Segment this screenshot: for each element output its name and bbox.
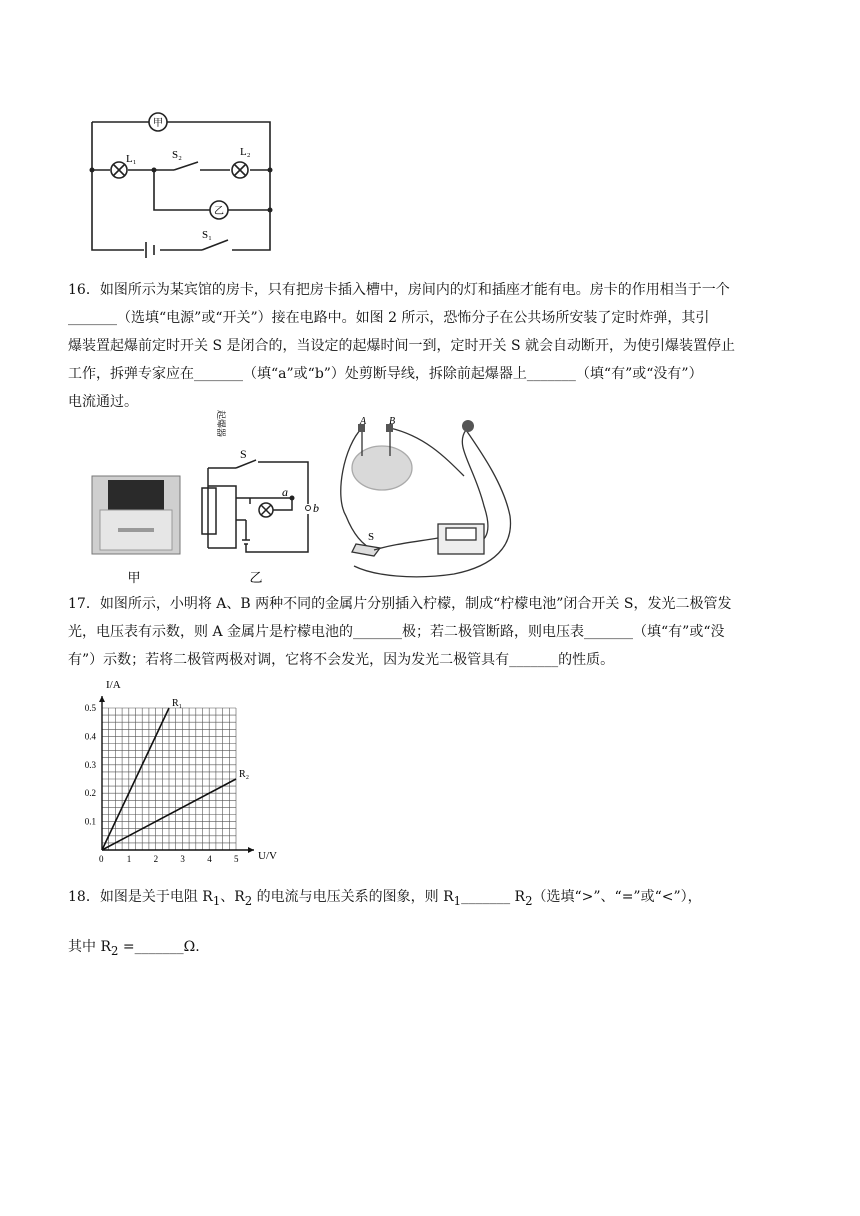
q18-text-e: （选填“>”、“=”或“<”）， <box>532 889 702 905</box>
series-label-2: R₂ <box>239 769 250 780</box>
room-card-photo <box>88 470 188 590</box>
q18-line-2 <box>68 930 792 968</box>
q18-sub-3: 1 <box>453 893 462 908</box>
lemon-switch-label: S <box>368 531 375 543</box>
q18-text-a: 18．如图是关于电阻 R <box>68 889 213 905</box>
y-tick-label: 0.4 <box>84 731 96 742</box>
q18-text-f: 其中 R <box>68 938 111 955</box>
meter-jia-label: 甲 <box>153 118 163 129</box>
y-axis-arrow <box>99 696 105 702</box>
q18-text-b: 、R <box>220 889 245 905</box>
y-tick-label: 0.5 <box>84 703 96 713</box>
y-tick-label: 0.1 <box>84 816 96 827</box>
x-tick-label: 5 <box>234 854 239 864</box>
point-a-label: a <box>282 485 288 499</box>
q16-line-5: 电流通过。 <box>68 394 138 410</box>
q17-line-1: 17．如图所示，小明将 A、B 两种不同的金属片分别插入柠檬，制成“柠檬电池”闭合开关 S，发光二极管发 <box>68 596 732 612</box>
q18-text-c: 的电流与电压关系的图象，则 R <box>252 889 454 905</box>
question-16 <box>68 276 792 416</box>
point-b-label: b <box>313 501 319 515</box>
q18-line-1 <box>68 880 792 918</box>
switch-s-label: S <box>240 447 247 461</box>
q18-text-d: _______ R <box>461 889 526 905</box>
metal-a-label: A <box>360 416 367 427</box>
iv-chart <box>70 678 280 864</box>
q16-line-4: 工作，拆弹专家应在_______（填“a”或“b”）处剪断导线，拆除前起爆器上_______（填“有”或“没有”） <box>68 366 703 382</box>
q18-sub-2: 2 <box>244 893 253 908</box>
q18-text-g: =_______Ω. <box>118 938 200 955</box>
q15-circuit-figure <box>82 110 282 270</box>
q16-line-1: 16．如图所示为某宾馆的房卡，只有把房卡插入槽中，房间内的灯和插座才能有电。房卡的作用相当于一个 <box>68 282 730 298</box>
figure-yi-label: 乙 <box>249 570 263 585</box>
lemon-battery-figure <box>334 416 520 582</box>
switch-s2-label: S₂ <box>172 149 182 161</box>
y-axis-label: I/A <box>106 679 121 691</box>
series-label-1: R₁ <box>172 698 183 709</box>
x-axis-arrow <box>248 847 254 853</box>
q17-line-3: 有”）示数；若将二极管两极对调，它将不会发光，因为发光二极管具有_______的性质。 <box>68 652 615 668</box>
question-17 <box>68 590 792 674</box>
figure-jia-label: 甲 <box>127 570 141 585</box>
switch-s1-label: S₁ <box>202 229 212 241</box>
chart-grid <box>102 708 236 850</box>
question-18 <box>68 880 792 968</box>
q16-line-3: 爆装置起爆前定时开关 S 是闭合的，当设定的起爆时间一到，定时开关 S 就会自动断开，为使引爆装置停止 <box>68 338 735 354</box>
x-tick-label: 1 <box>126 854 132 864</box>
x-axis-label: U/V <box>258 850 277 862</box>
lamp-l1-label: L₁ <box>126 153 137 165</box>
q18-sub-1: 1 <box>212 893 221 908</box>
x-tick-label: 3 <box>180 854 185 864</box>
q16-line-2: _______（选填“电源”或“开关”）接在电路中。如图 2 所示，恐怖分子在公共场所安装了定时炸弹，其引 <box>68 310 710 326</box>
detonator-label: 起爆器 <box>216 410 226 438</box>
y-tick-label: 0.3 <box>84 759 96 770</box>
x-tick-label: 0 <box>99 854 104 864</box>
y-tick-label: 0.2 <box>84 788 96 799</box>
q18-sub-5: 2 <box>111 943 119 958</box>
x-tick-label: 2 <box>153 854 159 864</box>
meter-yi-label: 乙 <box>214 206 224 217</box>
lamp-l2-label: L₂ <box>240 146 251 158</box>
q18-sub-4: 2 <box>525 893 533 908</box>
x-tick-label: 4 <box>207 854 212 864</box>
metal-b-label: B <box>389 416 396 427</box>
q17-line-2: 光，电压表有示数，则 A 金属片是柠檬电池的_______极；若二极管断路，则电压表_______（填“有”或“没 <box>68 624 725 640</box>
detonator-circuit-figure <box>196 410 326 588</box>
